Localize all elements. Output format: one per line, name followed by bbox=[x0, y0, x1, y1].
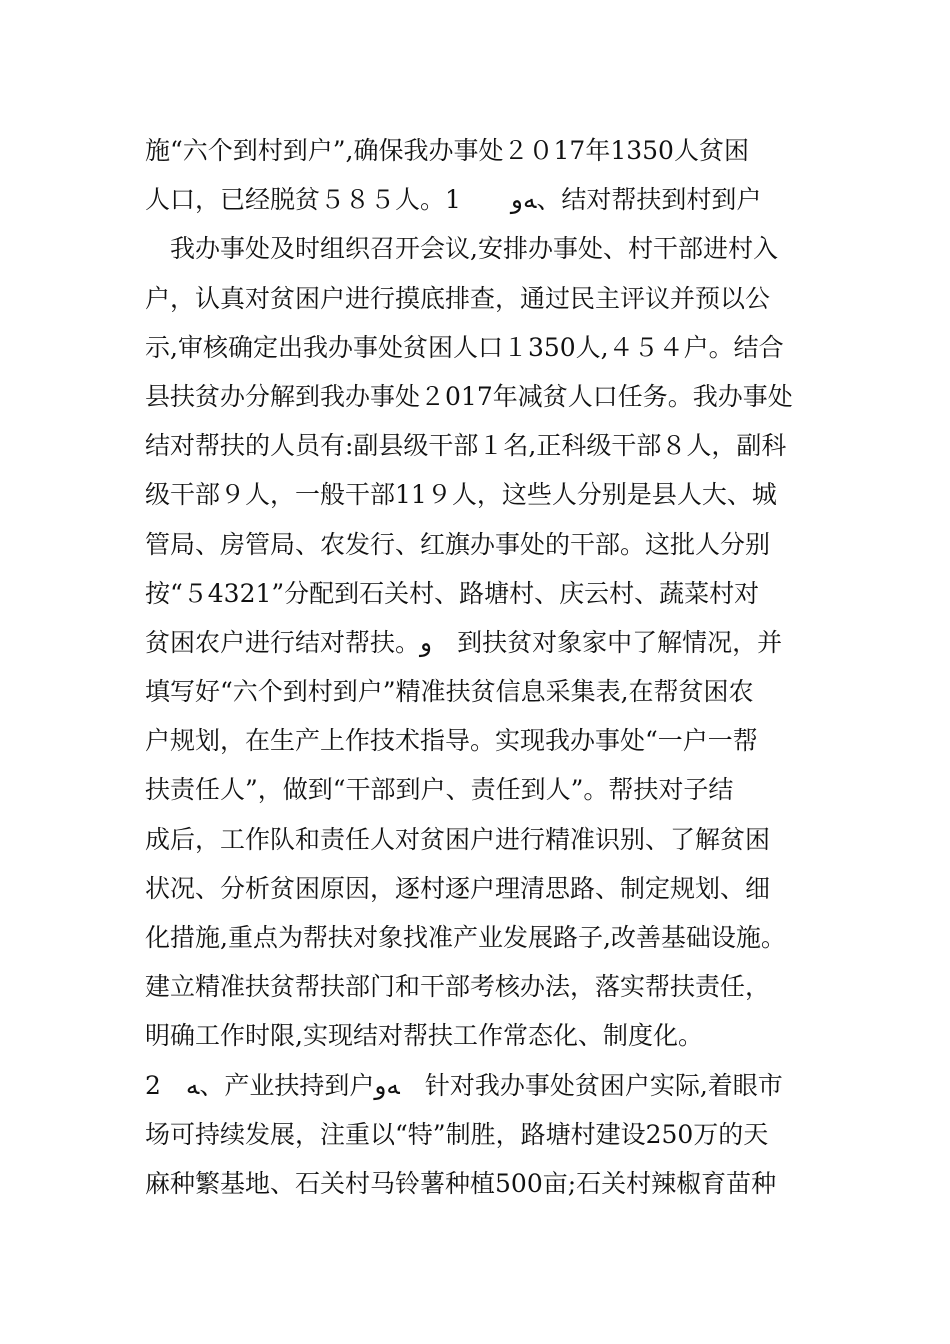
text-line: 场可持续发展，注重以“特”制胜，路塘村建设250万的天 bbox=[145, 1119, 769, 1149]
text-line: 县扶贫办分解到我办事处２017年减贫人口任务。我办事处 bbox=[145, 381, 793, 411]
text-line: 我办事处及时组织召开会议,安排办事处、村干部进村入 bbox=[145, 234, 778, 264]
text-line: 户规划，在生产上作技术指导。实现我办事处“一户一帮 bbox=[145, 726, 758, 756]
text-line: 扶责任人”，做到“干部到户、责任到人”。帮扶对子结 bbox=[145, 775, 734, 805]
text-line: 建立精准扶贫帮扶部门和干部考核办法，落实帮扶责任， bbox=[145, 972, 771, 1002]
text-line: 状况、分析贫困原因，逐村逐户理清思路、制定规划、细 bbox=[145, 873, 771, 903]
text-line: 施“六个到村到户”,确保我办事处２０17年1350人贫困 bbox=[145, 136, 749, 165]
text-line: 级干部９人，一般干部11９人，这些人分别是县人大、城 bbox=[145, 480, 777, 510]
text-line: 成后，工作队和责任人对贫困户进行精准识别、了解贫困 bbox=[145, 824, 771, 854]
text-line: 户，认真对贫困户进行摸底排查，通过民主评议并预以公 bbox=[145, 283, 771, 313]
text-line: 人口，已经脱贫５８５人。1 ﻪﻭ、结对帮扶到村到户 bbox=[145, 185, 762, 215]
text-line: 2 ﻪ、产业扶持到户ﻪﻭ 针对我办事处贫困户实际,着眼市 bbox=[145, 1070, 783, 1100]
text-line: 明确工作时限,实现结对帮扶工作常态化、制度化。 bbox=[145, 1021, 703, 1051]
body-text bbox=[145, 130, 835, 1212]
text-line: 贫困农户进行结对帮扶。ﻭ 到扶贫对象家中了解情况，并 bbox=[145, 627, 783, 657]
text-line: 示,审核确定出我办事处贫困人口１350人,４５４户。结合 bbox=[145, 332, 784, 362]
text-line: 化措施,重点为帮扶对象找准产业发展路子,改善基础设施。 bbox=[145, 923, 786, 952]
text-line: 管局、房管局、农发行、红旗办事处的干部。这批人分别 bbox=[145, 529, 771, 559]
text-line: 填写好“六个到村到户”精准扶贫信息采集表,在帮贫困农 bbox=[145, 677, 754, 707]
text-line: 按“５4321”分配到石关村、路塘村、庆云村、蔬菜村对 bbox=[145, 578, 760, 608]
text-line: 结对帮扶的人员有:副县级干部１名,正科级干部８人，副科 bbox=[145, 431, 787, 461]
text-line: 麻种繁基地、石关村马铃薯种植500亩;石关村辣椒育苗种 bbox=[145, 1168, 777, 1198]
